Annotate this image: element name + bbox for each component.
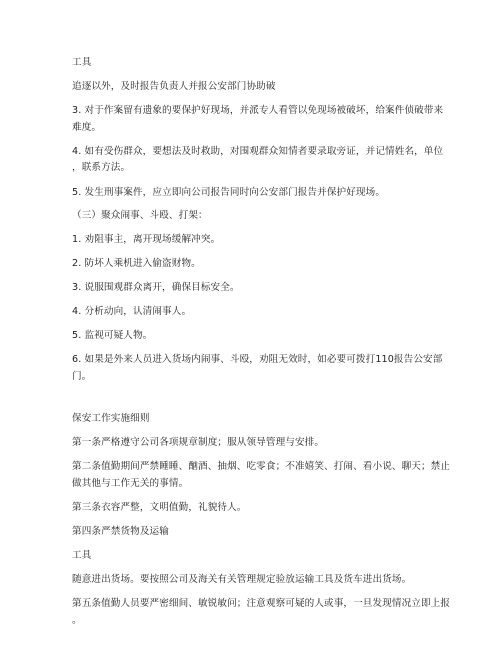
text-line: 5. 发生刑事案件，应立即向公司报告同时向公安部门报告并保护好现场。 [72, 187, 386, 198]
text-line: 做其他与工作无关的事情。 [72, 478, 189, 489]
text-line: 4. 如有受伤群众，要想法及时救助，对围观群众知情者要录取旁证，并记情姓名，单位 [72, 146, 444, 157]
section-heading: （三）聚众闹事、斗殴、打架： [72, 210, 208, 221]
text-line: 第五条值勤人员要严密细间、敏锐敏问；注意观察可疑的人或事，一旦发现情况立即上报 [72, 598, 451, 609]
text-line: 随意进出货场。要按照公司及海关有关管理规定验放运输工具及货车进出货场。 [72, 574, 412, 585]
text-line: 3. 对于作案留有遗象的要保护好现场，并派专人看管以免现场被破坏，给案件侦破带来 [72, 105, 444, 116]
text-line: 工具 [72, 57, 92, 68]
list-item: 4. 分析动向，认清闹事人。 [72, 306, 192, 317]
text-line: 门。 [72, 371, 92, 382]
text-line: 追逐以外，及时报告负责人并报公安部门协助破 [72, 81, 276, 92]
text-line: 第四条严禁货物及运输 [72, 526, 169, 537]
page-title: 保安工作实施细则 [72, 413, 150, 424]
list-item: 2. 防坏人乘机进入偷盗财物。 [72, 258, 201, 269]
list-item: 3. 说服围观群众离开，确保目标安全。 [72, 282, 240, 293]
list-item: 5. 监视可疑人物。 [72, 330, 153, 341]
text-line: 第二条值勤期间严禁睡睡、酗酒、抽烟、吃零食；不准嬉笑、打闹、看小说、聊天；禁止 [72, 461, 451, 472]
text-line: 。 [72, 615, 82, 626]
text-line: 第一条严格遵守公司各项规章制度；服从领导管理与安排。 [72, 437, 325, 448]
text-line: 工具 [72, 550, 92, 561]
list-item: 1. 劝阻事主，离开现场缓解冲突。 [72, 234, 221, 245]
text-line: 第三条衣容严整，文明值勤，礼貌待人。 [72, 502, 247, 513]
list-item: 6. 如果是外来人员进入货场内闹事、斗殴，劝阻无效时，如必要可拨打110报告公安部 [72, 354, 443, 365]
text-line: ，联系方法。 [72, 162, 131, 173]
text-line: 难度。 [72, 122, 102, 133]
